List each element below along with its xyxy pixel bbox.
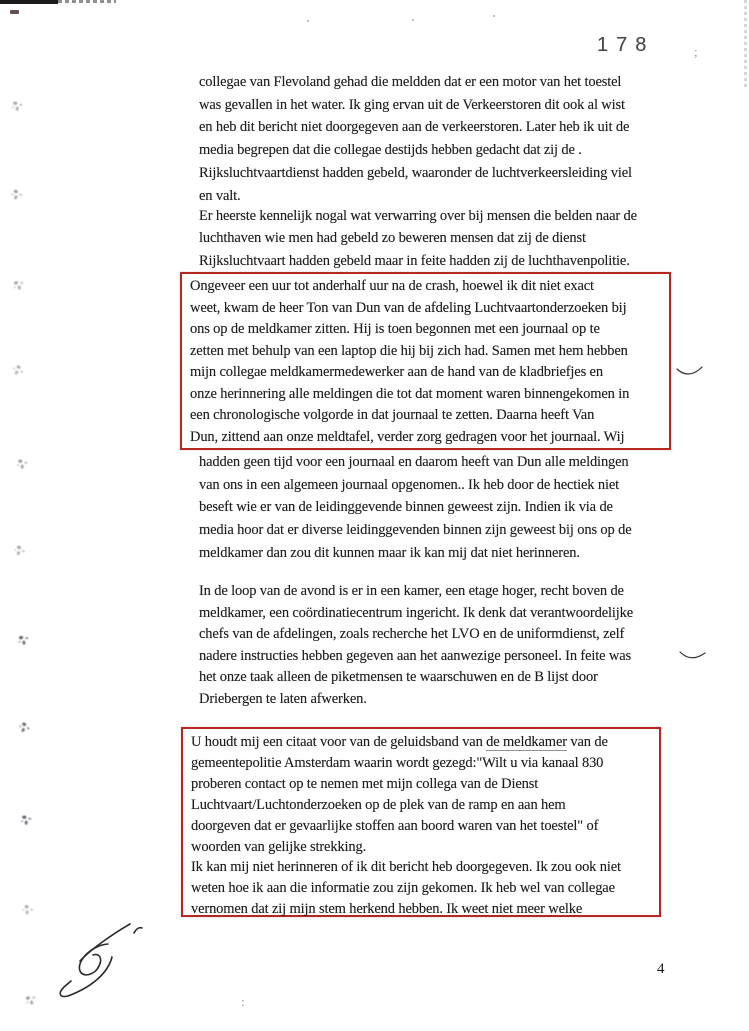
binder-mark (15, 631, 32, 646)
text-line: zetten met behulp van een laptop die hij bij zich had. Samen met hem hebben (190, 342, 628, 359)
paragraph-1 (199, 71, 632, 207)
binder-mark (19, 812, 34, 825)
pen-check-mark-icon (679, 648, 706, 663)
text-line: nadere instructies hebben gegeven aan het aanwezige personeel. In feite was (199, 647, 631, 664)
text-line: In de loop van de avond is er in een kamer, een etage hoger, recht boven de (199, 583, 624, 599)
text-segment: van de (566, 734, 608, 750)
text-line: Dun, zittend aan onze meldtafel, verder zorg gedragen voor het journaal. Wij (190, 428, 625, 445)
text-line: vernomen dat zij mijn stem herkend hebben. Ik weet niet meer welke (191, 901, 583, 918)
text-line: en heb dit bericht niet doorgegeven aan de verkeerstoren. Later heb ik uit de (199, 119, 630, 136)
pen-check-mark-icon (676, 364, 703, 379)
text-line: van ons in een algemeen journaal opgenomen.. Ik heb door de hectiek niet (199, 476, 620, 493)
paragraph-2 (199, 205, 637, 272)
scan-speck: ; (694, 44, 698, 59)
binder-mark (11, 540, 30, 558)
text-line: Luchtvaart/Luchtonderzoeken op de plek van de ramp en aan hem (191, 796, 566, 813)
scan-speck (307, 20, 309, 22)
binder-mark (20, 900, 38, 916)
text-line: Driebergen te laten afwerken. (199, 690, 367, 707)
red-annotation-box-2 (181, 727, 661, 917)
text-line: hadden geen tijd voor een journaal en daarom heeft van Dun alle meldingen (199, 454, 629, 470)
binder-mark (10, 275, 28, 291)
paragraph-3 (199, 451, 631, 565)
text-line: collegae van Flevoland gehad die meldden dat er een motor van het toestel (199, 74, 622, 90)
page-footer-number: 4 (657, 961, 665, 977)
text-line: weten hoe ik aan die informatie zou zijn gekomen. Ik heb wel van collegae (191, 880, 615, 897)
text-line: proberen contact op te nemen met mijn collega van de Dienst (191, 775, 539, 792)
text-line: doorgeven dat er gevaarlijke stoffen aan boord waren van het toestel" of (191, 817, 599, 834)
scan-speck (493, 15, 495, 17)
binder-mark (21, 990, 40, 1007)
text-line: Er heerste kennelijk nogal wat verwarring over bij mensen die belden naar de (199, 208, 637, 224)
text-line: onze herinnering alle meldingen die tot dat moment waren binnengekomen in (190, 385, 630, 402)
text-line: weet, kwam de heer Ton van Dun van de afdeling Luchtvaartonderzoeken bij (190, 299, 627, 316)
text-line: luchthaven wie men had gebeld zo beweren mensen dat zij de dienst (199, 230, 586, 247)
scan-edge-strip (0, 0, 58, 4)
text-line: Ik kan mij niet herinneren of ik dit bericht heb doorgegeven. Ik zou ook niet (191, 859, 621, 876)
text-line: beseft wie er van de leidinggevende binnen geweest zijn. Indien ik via de (199, 499, 613, 516)
scan-speck: : (241, 994, 245, 1009)
text-line: Ongeveer een uur tot anderhalf uur na de crash, hoewel ik dit niet exact (190, 278, 594, 294)
text-line: media begrepen dat die collegae destijds hebben gedacht dat zij de . (199, 142, 582, 159)
binder-mark (16, 717, 35, 736)
signature-scribble (50, 917, 150, 1007)
text-line: een chronologische volgorde in dat journaal te zetten. Daarna heeft Van (190, 407, 595, 423)
text-line: meldkamer dan zou dit kunnen maar ik kan mij dat niet herinneren. (199, 544, 580, 561)
text-line: het onze taak alleen de piketmensen te waarschuwen en de B lijst door (199, 669, 598, 685)
binder-mark (8, 185, 27, 202)
text-line: media hoor dat er diverse leidinggevenden binnen zijn geweest bij ons op de (199, 522, 632, 539)
red-annotation-box-1 (180, 272, 671, 450)
text-segment: U houdt mij een citaat voor van de geluidsband van (191, 734, 487, 750)
text-line: gemeentepolitie Amsterdam waarin wordt gezegd:"Wilt u via kanaal 830 (191, 754, 604, 771)
text-line: was gevallen in het water. Ik ging ervan uit de Verkeerstoren dit ook al wist (199, 96, 625, 113)
binder-mark (10, 98, 25, 111)
text-line: chefs van de afdelingen, zoals recherche het LVO en de uniformdienst, zelf (199, 626, 625, 642)
scan-speck (412, 19, 414, 21)
scan-edge-streak (744, 0, 747, 88)
text-line: woorden van gelijke strekking. (191, 838, 367, 855)
text-line: Rijksluchtvaartdienst hadden gebeld, waaronder de luchtverkeersleiding viel (199, 164, 632, 181)
paragraph-4 (199, 581, 633, 710)
binder-mark (15, 456, 30, 469)
text-line: mijn collegae meldkamermedewerker aan de hand van de kladbriefjes en (190, 364, 603, 380)
text-line (191, 732, 659, 753)
text-line: en valt. (199, 187, 241, 204)
text-line: ons op de meldkamer zitten. Hij is toen begonnen met een journaal op te (190, 321, 600, 337)
page-header-number: 178 (597, 34, 655, 56)
text-line: Rijksluchtvaart hadden gebeld maar in feite hadden zij de luchthavenpolitie. (199, 252, 630, 269)
scan-corner-mark (10, 10, 19, 14)
binder-mark (10, 360, 30, 380)
text-line: meldkamer, een coördinatiecentrum ingericht. Ik denk dat verantwoordelijke (199, 604, 634, 621)
scan-edge-strip-light (58, 0, 116, 3)
pen-underlined-text: de meldkamer (486, 734, 567, 750)
